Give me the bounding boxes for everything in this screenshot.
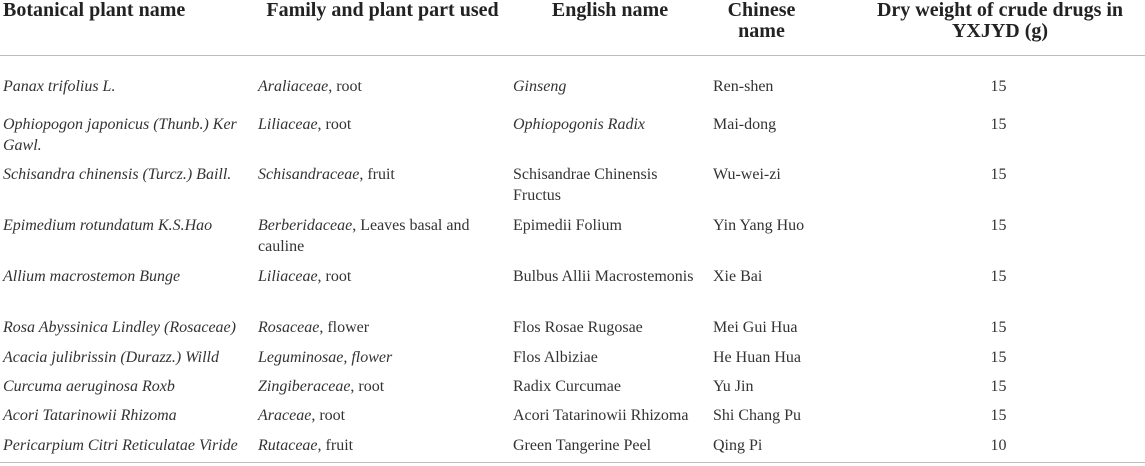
english-name-cell: Green Tangerine Peel	[510, 427, 710, 463]
botanical-name-cell: Acori Tatarinowii Rhizoma	[3, 406, 177, 424]
chinese-name-cell: Yu Jin	[713, 377, 754, 395]
chinese-name-cell: Shi Chang Pu	[713, 406, 802, 424]
botanical-name-cell: Allium macrostemon Bunge	[3, 267, 181, 285]
family-name: Leguminosae, flower	[258, 348, 393, 366]
chinese-name-cell: Mei Gui Hua	[713, 318, 798, 336]
botanical-name-cell: Ophiopogon japonicus (Thunb.) Ker Gawl.	[3, 115, 237, 154]
botanical-name-cell: Rosa Abyssinica Lindley (Rosaceae)	[3, 318, 236, 336]
dry-weight-cell: 15	[990, 216, 1007, 234]
table-header	[0, 0, 1145, 56]
dry-weight-cell: 15	[990, 318, 1007, 336]
botanical-name-cell: Curcuma aeruginosa Roxb	[3, 377, 175, 395]
table-row	[0, 56, 1145, 106]
family-part-cell	[255, 258, 510, 309]
plant-part: , root	[317, 267, 352, 285]
header-dry-weight: Dry weight of crude drugs in YXJYD (g)	[855, 0, 1145, 56]
family-name: Rutaceae	[258, 436, 318, 454]
header-botanical-name: Botanical plant name	[0, 0, 255, 56]
table-row	[0, 339, 1145, 368]
table-row	[0, 427, 1145, 463]
english-name-cell: Ophiopogonis Radix	[513, 115, 645, 133]
chinese-name-cell: Ren-shen	[713, 78, 774, 95]
family-part-cell	[255, 368, 510, 397]
header-row	[0, 0, 1145, 56]
english-name-cell: Flos Rosae Rugosae	[513, 318, 643, 336]
botanical-name-cell: Epimedium rotundatum K.S.Hao	[3, 216, 213, 234]
table-row	[0, 207, 1145, 258]
dry-weight-cell: 15	[990, 377, 1007, 395]
plant-part: , root	[350, 377, 385, 395]
dry-weight-cell: 15	[990, 165, 1007, 183]
plant-part: , flower	[319, 318, 370, 336]
family-name: Liliaceae	[258, 267, 318, 285]
dry-weight-cell: 15	[990, 115, 1007, 133]
table-row	[0, 397, 1145, 427]
english-name-cell: Acori Tatarinowii Rhizoma	[513, 406, 689, 424]
dry-weight-cell: 15	[990, 406, 1007, 424]
family-part-cell	[255, 207, 510, 258]
botanical-name-cell: Schisandra chinensis (Turcz.) Baill.	[3, 165, 232, 183]
chinese-name-cell: He Huan Hua	[713, 348, 801, 366]
plant-part: , root	[311, 406, 346, 424]
family-name: Zingiberaceae	[258, 377, 351, 395]
chinese-name-cell: Wu-wei-zi	[713, 165, 781, 183]
plant-part: , fruit	[317, 436, 354, 454]
english-name-cell: Radix Curcumae	[513, 377, 621, 395]
table-row	[0, 106, 1145, 156]
family-name: Rosaceae	[258, 318, 320, 336]
family-name: Araliaceae	[258, 78, 329, 95]
chinese-name-cell: Xie Bai	[713, 267, 763, 285]
family-part-cell	[255, 397, 510, 427]
dry-weight-cell: 10	[855, 427, 1145, 463]
table-row	[0, 309, 1145, 339]
chinese-name-cell: Qing Pi	[710, 427, 855, 463]
english-name-cell: Schisandrae Chinensis Fructus	[513, 165, 658, 204]
botanical-name-cell: Pericarpium Citri Reticulatae Viride	[0, 427, 255, 463]
botanical-name-cell: Panax trifolius L.	[3, 78, 116, 95]
plant-part: , fruit	[359, 165, 395, 183]
family-part-cell	[255, 309, 510, 339]
dry-weight-cell: 15	[990, 348, 1007, 366]
family-part-cell	[255, 427, 510, 463]
family-part-cell	[255, 339, 510, 368]
dry-weight-cell: 15	[990, 267, 1007, 285]
english-name-cell: Ginseng	[513, 78, 567, 95]
family-part-cell	[255, 56, 510, 106]
family-name: Berberidaceae	[258, 216, 353, 234]
table-body	[0, 56, 1145, 463]
family-part-cell	[255, 156, 510, 207]
english-name-cell: Bulbus Allii Macrostemonis	[513, 267, 694, 285]
dry-weight-cell: 15	[990, 78, 1007, 95]
english-name-cell: Flos Albiziae	[513, 348, 598, 366]
table-row	[0, 156, 1145, 207]
table-row	[0, 368, 1145, 397]
chinese-name-cell: Yin Yang Huo	[713, 216, 805, 234]
english-name-cell: Epimedii Folium	[513, 216, 622, 234]
chinese-name-cell: Mai-dong	[713, 115, 777, 133]
header-chinese-name: Chinese name	[710, 0, 855, 56]
family-part-cell	[255, 106, 510, 156]
family-name: Liliaceae	[258, 115, 318, 133]
family-name: Schisandraceae	[258, 165, 360, 183]
plant-part: , root	[317, 115, 352, 133]
plant-part: , Leaves basal and cauline	[258, 216, 470, 255]
botanical-name-cell: Acacia julibrissin (Durazz.) Willd	[3, 348, 219, 366]
table-row	[0, 258, 1145, 309]
header-english-name: English name	[510, 0, 710, 56]
plant-part: , root	[328, 78, 362, 95]
family-name: Araceae	[258, 406, 312, 424]
header-family-part: Family and plant part used	[255, 0, 510, 56]
